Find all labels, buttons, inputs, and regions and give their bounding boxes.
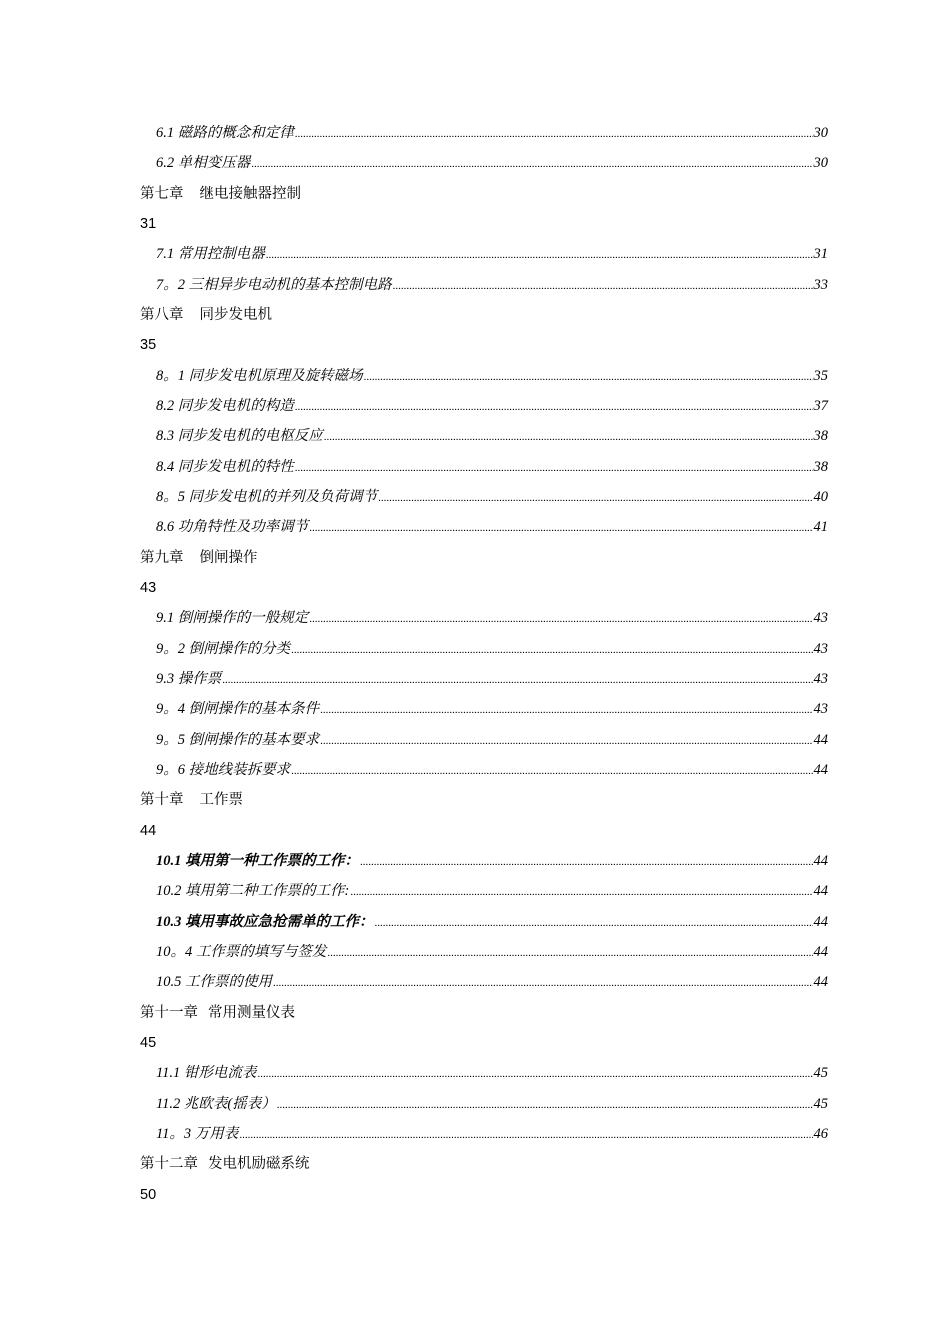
chapter-number: 第十二章	[140, 1156, 198, 1172]
chapter-number: 第十一章	[140, 1005, 198, 1021]
toc-entry-title: 9.3 操作票	[156, 671, 222, 687]
toc-entry-page-number: 40	[813, 489, 828, 505]
toc-entry-page-number: 44	[813, 883, 828, 899]
toc-entry-page-number: 45	[813, 1096, 828, 1112]
dot-leader	[277, 1097, 813, 1113]
chapter-heading	[140, 788, 840, 812]
chapter-number: 第七章	[140, 186, 184, 202]
toc-entry-title: 8.4 同步发电机的特性	[156, 459, 294, 475]
toc-entry-page-number: 44	[813, 732, 828, 748]
toc-entry-title: 8.6 功角特性及功率调节	[156, 519, 309, 535]
dot-leader	[266, 247, 813, 263]
dot-leader	[291, 763, 812, 779]
toc-entry-page-number: 30	[813, 155, 828, 171]
toc-entry-page-number: 43	[813, 641, 828, 657]
dot-leader	[295, 126, 813, 142]
dot-leader	[378, 490, 812, 506]
toc-entry	[156, 879, 828, 903]
toc-entry-page-number: 38	[813, 459, 828, 475]
toc-entry	[156, 273, 828, 297]
toc-entry-title: 10.1 填用第一种工作票的工作：	[156, 853, 359, 869]
chapter-page-number: 35	[140, 337, 157, 353]
chapter-heading	[140, 546, 840, 570]
chapter-page-number: 31	[140, 216, 157, 232]
toc-entry-title: 9.1 倒闸操作的一般规定	[156, 610, 309, 626]
toc-entry-title: 6.1 磁路的概念和定律	[156, 125, 294, 141]
toc-entry-page-number: 44	[813, 974, 828, 990]
toc-entry-title: 10。4 工作票的填写与签发	[156, 944, 327, 960]
dot-leader	[273, 975, 813, 991]
toc-entry-title: 10.5 工作票的使用	[156, 974, 272, 990]
toc-entry	[156, 758, 828, 782]
dot-leader	[393, 278, 813, 294]
toc-entry-page-number: 44	[813, 944, 828, 960]
dot-leader	[257, 1066, 812, 1082]
toc-entry-page-number: 43	[813, 610, 828, 626]
toc-entry-title: 8。5 同步发电机的并列及负荷调节	[156, 489, 378, 505]
toc-entry	[156, 485, 828, 509]
toc-entry	[156, 970, 828, 994]
chapter-title: 倒闸操作	[199, 550, 258, 566]
toc-entry-title: 6.2 单相变压器	[156, 155, 251, 171]
toc-entry-page-number: 37	[813, 398, 828, 414]
dot-leader	[364, 369, 813, 385]
toc-entry	[156, 364, 828, 388]
toc-entry	[156, 151, 828, 175]
chapter-number: 第十章	[140, 792, 184, 808]
chapter-title: 工作票	[199, 792, 243, 808]
toc-entry	[156, 667, 828, 691]
chapter-title: 常用测量仪表	[208, 1005, 295, 1021]
chapter-title: 同步发电机	[199, 307, 272, 323]
chapter-number: 第九章	[140, 550, 184, 566]
chapter-number: 第八章	[140, 307, 184, 323]
dot-leader	[320, 733, 812, 749]
chapter-page-number: 43	[140, 580, 157, 596]
toc-entry	[156, 940, 828, 964]
toc-entry-page-number: 44	[813, 762, 828, 778]
toc-entry-title: 8.3 同步发电机的电枢反应	[156, 428, 323, 444]
toc-entry	[156, 242, 828, 266]
dot-leader	[309, 520, 812, 536]
toc-entry-title: 9。2 倒闸操作的分类	[156, 641, 291, 657]
dot-leader	[360, 854, 813, 870]
chapter-heading	[140, 182, 840, 206]
toc-entry-page-number: 44	[813, 853, 828, 869]
toc-entry	[156, 455, 828, 479]
toc-entry-page-number: 45	[813, 1065, 828, 1081]
toc-entry	[156, 1061, 828, 1085]
dot-leader	[251, 156, 812, 172]
toc-entry-title: 8.2 同步发电机的构造	[156, 398, 294, 414]
chapter-title: 继电接触器控制	[199, 186, 301, 202]
toc-entry-page-number: 35	[813, 368, 828, 384]
toc-entry	[156, 606, 828, 630]
dot-leader	[320, 702, 812, 718]
toc-entry-page-number: 31	[813, 246, 828, 262]
toc-entry-title: 11.1 钳形电流表	[156, 1065, 257, 1081]
toc-entry	[156, 728, 828, 752]
dot-leader	[350, 884, 812, 900]
toc-entry-title: 10.3 填用事故应急抢需单的工作：	[156, 914, 374, 930]
chapter-heading	[140, 1001, 840, 1025]
dot-leader	[375, 915, 813, 931]
toc-entry-title: 9。4 倒闸操作的基本条件	[156, 701, 320, 717]
dot-leader	[327, 945, 812, 961]
toc-entry	[156, 1092, 828, 1116]
toc-entry-page-number: 33	[813, 277, 828, 293]
toc-entry	[156, 121, 828, 145]
toc-entry-page-number: 43	[813, 671, 828, 687]
toc-entry-page-number: 30	[813, 125, 828, 141]
chapter-page-number: 45	[140, 1035, 157, 1051]
toc-entry-page-number: 43	[813, 701, 828, 717]
toc-entry-title: 9。6 接地线装拆要求	[156, 762, 291, 778]
toc-entry-title: 11.2 兆欧表(摇表）	[156, 1096, 276, 1112]
dot-leader	[291, 642, 812, 658]
dot-leader	[295, 460, 813, 476]
chapter-page-number: 44	[140, 823, 157, 839]
toc-entry	[156, 1122, 828, 1146]
toc-entry	[156, 424, 828, 448]
toc-entry	[156, 515, 828, 539]
toc-entry-title: 9。5 倒闸操作的基本要求	[156, 732, 320, 748]
toc-entry-title: 11。3 万用表	[156, 1126, 239, 1142]
dot-leader	[295, 399, 813, 415]
dot-leader	[309, 611, 812, 627]
toc-entry	[156, 697, 828, 721]
toc-entry-title: 7。2 三相异步电动机的基本控制电路	[156, 277, 392, 293]
toc-entry-title: 10.2 填用第二种工作票的工作:	[156, 883, 350, 899]
toc-entry-title: 7.1 常用控制电器	[156, 246, 265, 262]
toc-entry	[156, 637, 828, 661]
toc-entry-page-number: 46	[813, 1126, 828, 1142]
toc-entry	[156, 910, 828, 934]
chapter-heading	[140, 303, 840, 327]
chapter-page-number: 50	[140, 1187, 157, 1203]
toc-entry-page-number: 44	[813, 914, 828, 930]
toc-entry	[156, 394, 828, 418]
chapter-heading	[140, 1152, 840, 1176]
toc-entry-title: 8。1 同步发电机原理及旋转磁场	[156, 368, 363, 384]
dot-leader	[222, 672, 812, 688]
chapter-title: 发电机励磁系统	[208, 1156, 310, 1172]
toc-entry-page-number: 41	[813, 519, 828, 535]
dot-leader	[324, 429, 813, 445]
toc-entry	[156, 849, 828, 873]
dot-leader	[239, 1127, 812, 1143]
toc-entry-page-number: 38	[813, 428, 828, 444]
